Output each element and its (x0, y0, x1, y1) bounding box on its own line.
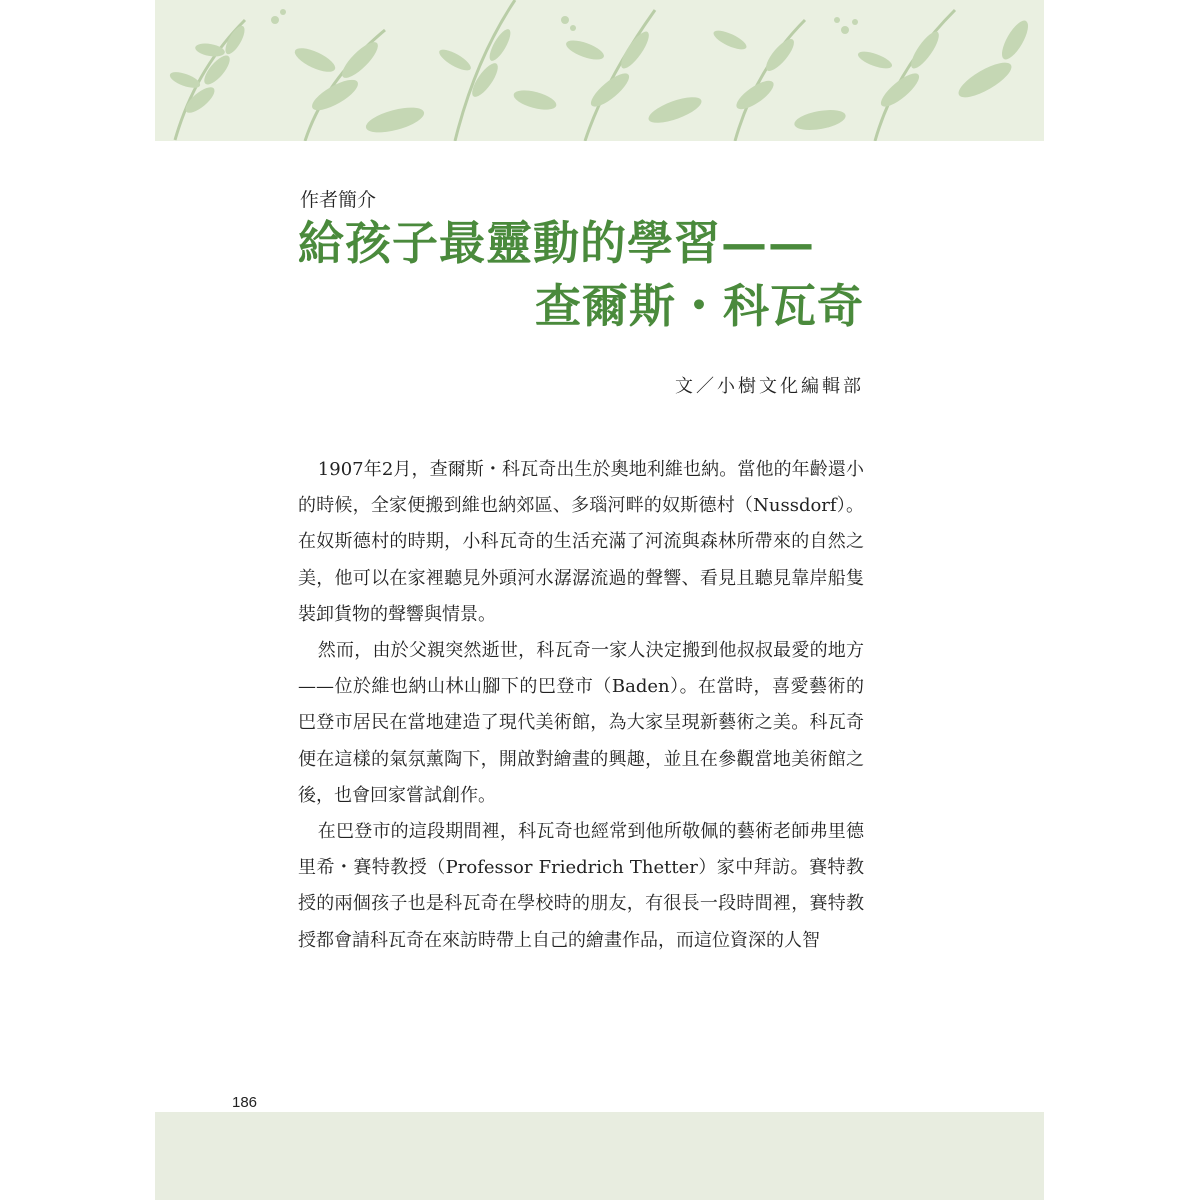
title-line-1: 給孩子最靈動的學習—— (298, 216, 815, 270)
chapter-title (298, 212, 864, 338)
paragraph: 1907年2月，查爾斯・科瓦奇出生於奧地利維也納。當他的年齡還小的時候，全家便搬到維也納郊區、多瑙河畔的奴斯德村（Nussdorf）。在奴斯德村的時期，小科瓦奇的生活充滿了河流與森林所帶來的自然之美，他可以在家裡聽見外頭河水潺潺流過的聲響、看見且聽見靠岸船隻裝卸貨物的聲響與情景。 (298, 459, 864, 625)
header-leaf-illustration (155, 0, 1044, 141)
footer-band (155, 1112, 1044, 1200)
section-label: 作者簡介 (300, 189, 377, 211)
page-number: 186 (232, 1094, 258, 1111)
byline: 文／小樹文化編輯部 (675, 376, 864, 397)
paragraph: 然而，由於父親突然逝世，科瓦奇一家人決定搬到他叔叔最愛的地方——位於維也納山林山腳下的巴登市（Baden）。在當時，喜愛藝術的巴登市居民在當地建造了現代美術館，為大家呈現新藝術之美。科瓦奇便在這樣的氣氛薰陶下，開啟對繪畫的興趣，並且在參觀當地美術館之後，也會回家嘗試創作。 (298, 640, 864, 806)
leaf-pattern-icon (155, 0, 1044, 141)
body-text (298, 452, 864, 959)
paragraph: 在巴登市的這段期間裡，科瓦奇也經常到他所敬佩的藝術老師弗里德里希・賽特教授（Professor Friedrich Thetter）家中拜訪。賽特教授的兩個孩子也是科瓦奇在學校時的朋友，有很長一段時間裡，賽特教授都會請科瓦奇在來訪時帶上自己的繪畫作品，而這位資深的人智 (298, 821, 864, 951)
title-line-2: 查爾斯・科瓦奇 (535, 279, 864, 333)
